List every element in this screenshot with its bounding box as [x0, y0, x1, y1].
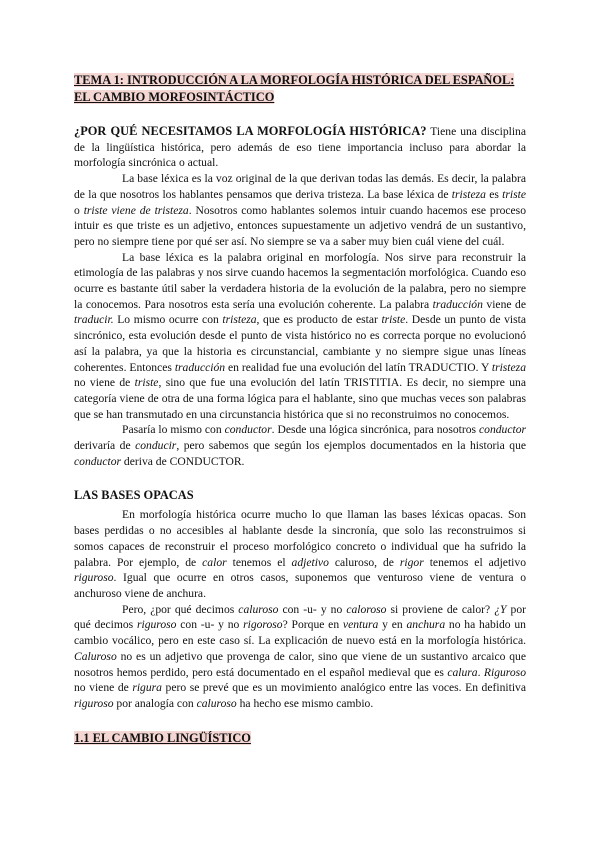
paragraph-conductor	[74, 422, 526, 469]
text-run: La base léxica es la voz original de la que derivan todas las demás. Es decir, la palabra de la que nosotros los hablantes pensamos que deriva tristeza. La base léxica de	[74, 172, 526, 201]
paragraph-base-lexica	[74, 171, 526, 250]
text-run: La base léxica es la palabra original en morfología. Nos sirve para reconstruir la etimología de las palabras y nos sirve cuando hacemos la segmentación morfológica. Cuando eso ocurre es bastante útil saber la verdadera historia de la evolución de la palabra, pero no siempre la conocemos. Para nosotros esta sería una evolución coherente. La palabra	[74, 250, 526, 311]
italic-term: Caluroso	[74, 649, 117, 663]
text-run: no es un adjetivo que provenga de calor, sino que viene de un sustantivo arcaico que nosotros hemos perdido, pero está documentado en el español medieval que es	[74, 649, 526, 679]
text-run: con -u- y no	[176, 618, 244, 632]
text-run: con -u- y no	[278, 602, 347, 616]
paragraph-palabra-original	[74, 250, 526, 423]
text-run: En morfología histórica ocurre mucho lo que llaman las bases léxicas opacas. Son bases perdidas o no accesibles al hablante desde la sincronía, que solo las reconstruimos si somos capaces de reconstruir el proceso morfológico concreto o individual que ha sufrido la palabra. Por ejemplo, de	[74, 508, 526, 569]
text-run: es	[485, 187, 503, 201]
italic-term: rigor	[399, 555, 424, 569]
text-run: derivaría de	[74, 439, 136, 453]
italic-term: conductor	[479, 423, 527, 437]
document-title	[74, 72, 526, 106]
italic-term: rigoroso	[243, 618, 283, 632]
italic-term: tristeza	[451, 187, 486, 201]
text-run: , pero sabemos que según los ejemplos documentados en la historia que	[176, 439, 527, 453]
italic-term: triste	[381, 313, 406, 327]
text-run: no viene de	[74, 376, 135, 390]
text-run: , que es producto de estar	[256, 313, 382, 327]
italic-term: caluroso	[196, 696, 237, 710]
text-run: si proviene de calor?	[386, 602, 495, 616]
text-run: Pasaría lo mismo con	[122, 423, 225, 437]
text-run: o	[74, 203, 84, 217]
text-run: pero se prevé que es un movimiento analógico entre las voces. En definitiva	[161, 681, 526, 695]
italic-term: anchura	[406, 618, 446, 632]
title-highlight: TEMA 1: INTRODUCCIÓN A LA MORFOLOGÍA HISTÓRICA DEL ESPAÑOL: EL CAMBIO MORFOSINTÁCTICO	[74, 73, 515, 104]
italic-term: rigura	[132, 681, 162, 695]
italic-term: tristeza	[222, 313, 257, 327]
text-run: . Desde un punto de vista sincrónico, esta evolución desde el punto de vista histórico no es correcta porque no evolucionó así la palabra, ya que la historia es circunstancial, cambiante y no siempre sigue unas líneas coherentes. Entonces	[74, 313, 526, 374]
italic-term: riguroso	[74, 571, 114, 585]
text-run: por analogía con	[113, 696, 197, 710]
text-run: Pero, ¿por qué decimos	[122, 602, 239, 616]
intro-text: Tiene una disciplina de la lingüística histórica, pero además de eso tiene importancia incluso para abordar la morfología sincrónica o actual.	[74, 125, 526, 170]
italic-term: triste viene de tristeza	[83, 203, 189, 217]
italic-term: traducir.	[74, 313, 114, 327]
paragraph-caluroso	[74, 602, 526, 712]
italic-term: tristeza	[491, 360, 526, 374]
italic-term: caloroso	[346, 602, 387, 616]
text-run: ? Porque en	[282, 618, 343, 632]
text-run: y en	[378, 618, 407, 632]
italic-term: Riguroso	[483, 665, 526, 679]
text-run: .	[477, 665, 484, 679]
heading-highlight: 1.1 EL CAMBIO LINGÜÍSTICO	[74, 730, 251, 745]
italic-term: caluroso	[238, 602, 279, 616]
text-run: . Nosotros como hablantes solemos intuir cuando hacemos ese proceso intuir es que triste es un adjetivo, entonces supuestamente un adjetivo vendrá de un sustantivo, pero no siempre tiene por qué ser así. No siempre se va a saber muy bien cuál viene del cuál.	[74, 203, 526, 248]
italic-term: calura	[447, 665, 478, 679]
section-heading-cambio-linguistico	[74, 730, 526, 746]
italic-term: traducción	[432, 297, 483, 311]
text-run: viene de	[482, 297, 526, 311]
italic-term: ventura	[342, 618, 379, 632]
text-run: ha hecho ese mismo cambio.	[236, 696, 374, 710]
italic-term: riguroso	[74, 696, 114, 710]
italic-term: conductor	[74, 454, 122, 468]
text-run: en realidad fue una evolución del latín TRADUCTIO. Y	[225, 360, 492, 374]
italic-term: conducir	[135, 439, 177, 453]
intro-paragraph	[74, 124, 526, 171]
italic-term: adjetivo	[291, 555, 329, 569]
text-run: , sino que fue una evolución del latín TRISTITIA. Es decir, no siempre una categoría viene de otra de una forma lógica para el hablante, sino que muchas veces son palabras que se han transmutado en una circunstancia histórica que si no reconstruimos no conocemos.	[74, 376, 526, 421]
text-run: no viene de	[74, 681, 133, 695]
text-run: deriva de CONDUCTOR.	[121, 454, 245, 468]
text-run: no ha habido un cambio vocálico, pero en este caso sí. La explicación de nuevo está en la morfología histórica.	[74, 618, 526, 648]
italic-term: traducción	[174, 360, 226, 374]
italic-term: triste	[134, 376, 159, 390]
section-heading-bases-opacas: LAS BASES OPACAS	[74, 488, 194, 503]
text-run: por qué decimos	[74, 602, 526, 632]
paragraph-bases-opacas	[74, 507, 526, 601]
text-run: caluroso, de	[328, 555, 400, 569]
text-run: tenemos el	[226, 555, 292, 569]
document-page	[74, 72, 526, 746]
intro-lead: ¿POR QUÉ NECESITAMOS LA MORFOLOGÍA HISTÓRICA?	[74, 124, 427, 138]
text-run: . Igual que ocurre en otros casos, suponemos que venturoso viene de ventura o anchuroso viene de anchura.	[74, 571, 526, 600]
text-run: . Desde una lógica sincrónica, para nosotros	[271, 423, 479, 437]
italic-term: riguroso	[136, 618, 177, 632]
italic-term: calor	[202, 555, 227, 569]
italic-term: ¿Y	[494, 602, 507, 616]
text-run: Lo mismo ocurre con	[113, 313, 223, 327]
italic-term: triste	[502, 187, 526, 201]
italic-term: conductor	[224, 423, 272, 437]
text-run: tenemos el adjetivo	[423, 555, 526, 569]
